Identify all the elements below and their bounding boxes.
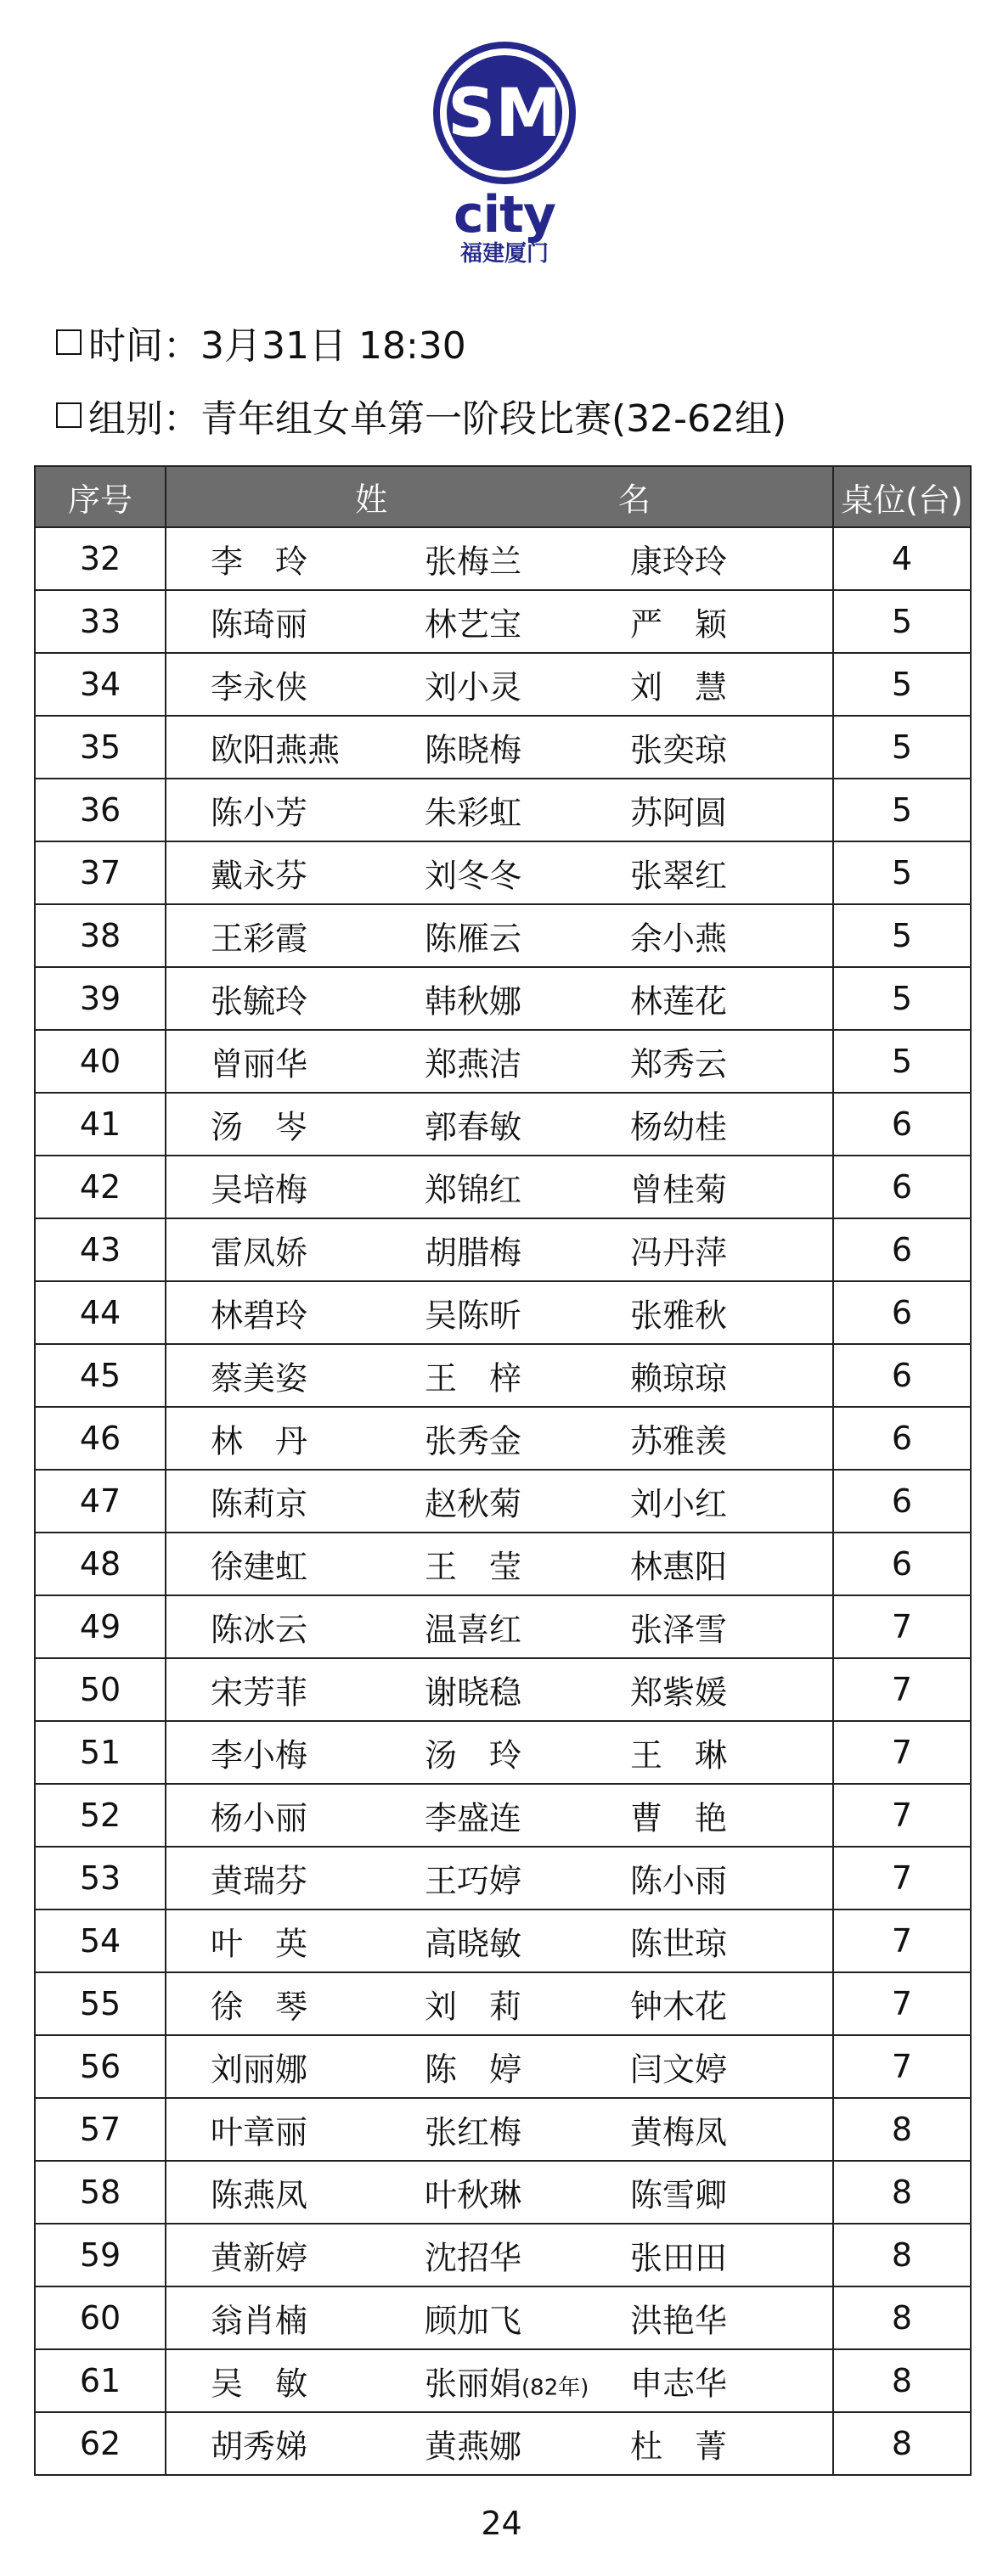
player-name xyxy=(425,1604,521,1651)
row-index: 61 xyxy=(35,2349,166,2412)
table-row xyxy=(35,2286,971,2349)
player-name-text: 谢晓稳 xyxy=(425,1673,522,1712)
player-name: 刘小红 xyxy=(630,1485,728,1523)
player-name xyxy=(425,599,521,645)
player-name-text: 张丽娟 xyxy=(425,2365,522,2403)
row-index: 45 xyxy=(35,1344,166,1407)
table-row xyxy=(35,967,971,1030)
table-row xyxy=(35,2224,971,2286)
player-name: 张奕琼 xyxy=(630,731,728,769)
row-index: 34 xyxy=(35,653,166,716)
player-name: 钟木花 xyxy=(630,1988,728,2026)
row-names xyxy=(166,2412,833,2475)
row-names xyxy=(166,1721,833,1784)
logo-city-word: city xyxy=(454,185,555,245)
player-name: 冯丹萍 xyxy=(630,1234,728,1272)
player-name: 李小梅 xyxy=(211,1736,308,1775)
player-name: 曾丽华 xyxy=(211,1045,308,1083)
group-value: 青年组女单第一阶段比赛(32-62组) xyxy=(200,397,787,441)
row-table-seat: 5 xyxy=(833,716,971,779)
player-name: 康玲玲 xyxy=(630,543,728,581)
player-name xyxy=(425,1981,521,2028)
table-row xyxy=(35,1218,971,1281)
table-row xyxy=(35,653,971,716)
row-index: 37 xyxy=(35,841,166,904)
player-name: 王 琳 xyxy=(630,1736,728,1775)
player-name-text: 顾加飞 xyxy=(425,2302,522,2340)
row-index: 35 xyxy=(35,716,166,779)
player-name: 黄新婷 xyxy=(211,2239,308,2277)
player-name-text: 陈雁云 xyxy=(425,920,522,958)
player-name: 张翠红 xyxy=(630,857,728,895)
row-index: 52 xyxy=(35,1784,166,1847)
player-name xyxy=(425,1855,521,1902)
checkbox-icon xyxy=(56,329,82,355)
roster-table xyxy=(34,465,972,2476)
player-name xyxy=(425,1918,521,1965)
row-index: 46 xyxy=(35,1407,166,1470)
table-row xyxy=(35,1407,971,1470)
row-table-seat: 5 xyxy=(833,904,971,967)
table-row xyxy=(35,2161,971,2224)
row-names xyxy=(166,1281,833,1344)
row-index: 57 xyxy=(35,2098,166,2161)
player-name xyxy=(425,1792,521,1839)
player-name: 黄梅凤 xyxy=(630,2113,728,2151)
table-row xyxy=(35,1533,971,1595)
player-name: 陈世琼 xyxy=(630,1925,728,1963)
player-name: 洪艳华 xyxy=(630,2302,728,2340)
player-name-text: 赵秋菊 xyxy=(425,1485,522,1523)
match-time xyxy=(56,323,466,370)
table-row xyxy=(35,2349,971,2412)
table-row xyxy=(35,841,971,904)
player-name: 李永侠 xyxy=(211,668,308,706)
row-index: 36 xyxy=(35,779,166,841)
player-name: 陈小芳 xyxy=(211,794,308,832)
player-name xyxy=(425,1667,521,1713)
player-name-text: 陈晓梅 xyxy=(425,731,522,769)
player-name: 宋芳菲 xyxy=(211,1673,308,1712)
player-name xyxy=(425,1290,521,1336)
row-table-seat: 6 xyxy=(833,1093,971,1156)
row-names xyxy=(166,653,833,716)
checkbox-icon xyxy=(56,402,82,428)
table-row xyxy=(35,590,971,653)
row-table-seat: 6 xyxy=(833,1407,971,1470)
row-table-seat: 5 xyxy=(833,1030,971,1093)
row-names xyxy=(166,1218,833,1281)
player-name: 徐 琴 xyxy=(211,1988,308,2026)
table-row xyxy=(35,1344,971,1407)
row-table-seat: 8 xyxy=(833,2098,971,2161)
player-name-text: 陈 婷 xyxy=(425,2050,522,2089)
row-names xyxy=(166,1533,833,1595)
row-table-seat: 8 xyxy=(833,2412,971,2475)
player-name-text: 郑燕洁 xyxy=(425,1045,522,1083)
header-name-given: 名 xyxy=(618,481,651,519)
player-name xyxy=(425,1164,521,1211)
player-name: 余小燕 xyxy=(630,920,728,958)
row-table-seat: 7 xyxy=(833,1847,971,1910)
player-name: 杨小丽 xyxy=(211,1799,308,1837)
player-name xyxy=(425,2358,589,2404)
player-name: 闫文婷 xyxy=(630,2050,728,2089)
player-name: 叶 英 xyxy=(211,1925,308,1963)
player-name xyxy=(425,1101,521,1148)
table-row xyxy=(35,1784,971,1847)
player-name: 王彩霞 xyxy=(211,920,308,958)
row-index: 39 xyxy=(35,967,166,1030)
row-table-seat: 8 xyxy=(833,2349,971,2412)
row-table-seat: 8 xyxy=(833,2224,971,2286)
player-name xyxy=(425,661,521,708)
row-index: 50 xyxy=(35,1658,166,1721)
player-name: 陈小雨 xyxy=(630,1862,728,1900)
player-name: 申志华 xyxy=(630,2365,728,2403)
row-index: 53 xyxy=(35,1847,166,1910)
player-name: 郑紫媛 xyxy=(630,1673,728,1712)
player-name: 张雅秋 xyxy=(630,1296,728,1335)
row-table-seat: 6 xyxy=(833,1156,971,1218)
player-name: 李 玲 xyxy=(211,543,308,581)
logo-location: 福建厦门 xyxy=(459,241,549,267)
sm-city-logo xyxy=(428,41,581,304)
player-name xyxy=(425,1541,521,1588)
player-name: 郑秀云 xyxy=(630,1045,728,1083)
row-index: 62 xyxy=(35,2412,166,2475)
table-row xyxy=(35,2035,971,2098)
row-table-seat: 7 xyxy=(833,1595,971,1658)
player-name xyxy=(425,1415,521,1462)
player-name: 雷凤娇 xyxy=(211,1234,308,1272)
table-row xyxy=(35,1281,971,1344)
player-name: 陈莉京 xyxy=(211,1485,308,1523)
player-name-text: 李盛连 xyxy=(425,1799,522,1837)
table-row xyxy=(35,1093,971,1156)
row-index: 59 xyxy=(35,2224,166,2286)
player-name: 叶章丽 xyxy=(211,2113,308,2151)
player-name-text: 沈招华 xyxy=(425,2239,522,2277)
row-table-seat: 5 xyxy=(833,653,971,716)
player-name: 张泽雪 xyxy=(630,1611,728,1649)
player-name: 苏阿圆 xyxy=(630,794,728,832)
player-name: 汤 岑 xyxy=(211,1108,308,1146)
row-names xyxy=(166,1156,833,1218)
row-table-seat: 5 xyxy=(833,841,971,904)
player-name-text: 林艺宝 xyxy=(425,605,522,644)
player-name: 曾桂菊 xyxy=(630,1171,728,1209)
player-name: 吴培梅 xyxy=(211,1171,308,1209)
player-name-text: 郑锦红 xyxy=(425,1171,522,1209)
row-names xyxy=(166,1030,833,1093)
player-name: 苏雅羡 xyxy=(630,1422,728,1460)
row-index: 43 xyxy=(35,1218,166,1281)
player-name: 林莲花 xyxy=(630,982,728,1021)
player-name-text: 高晓敏 xyxy=(425,1925,522,1963)
table-row xyxy=(35,1658,971,1721)
player-name: 曹 艳 xyxy=(630,1799,728,1837)
player-name-text: 王巧婷 xyxy=(425,1862,522,1900)
player-name: 陈雪卿 xyxy=(630,2176,728,2214)
row-table-seat: 7 xyxy=(833,1910,971,1972)
row-table-seat: 7 xyxy=(833,1721,971,1784)
row-names xyxy=(166,1595,833,1658)
page-number: 24 xyxy=(481,2505,522,2542)
table-row xyxy=(35,1470,971,1533)
player-name xyxy=(425,2169,521,2216)
player-name-text: 张秀金 xyxy=(425,1422,522,1460)
row-names xyxy=(166,1344,833,1407)
player-name-text: 张梅兰 xyxy=(425,543,522,581)
row-index: 41 xyxy=(35,1093,166,1156)
player-name: 张田田 xyxy=(630,2239,728,2277)
logo-monogram: SM xyxy=(448,76,561,152)
player-name xyxy=(425,2421,521,2467)
row-names xyxy=(166,1407,833,1470)
player-name: 徐建虹 xyxy=(211,1548,308,1586)
player-name: 陈冰云 xyxy=(211,1611,308,1649)
row-index: 51 xyxy=(35,1721,166,1784)
row-index: 49 xyxy=(35,1595,166,1658)
row-names xyxy=(166,1470,833,1533)
player-name: 吴 敏 xyxy=(211,2365,308,2403)
player-name: 杨幼桂 xyxy=(630,1108,728,1146)
roster-body xyxy=(35,527,971,2475)
row-table-seat: 5 xyxy=(833,590,971,653)
player-name: 翁肖楠 xyxy=(211,2302,308,2340)
match-group xyxy=(56,396,786,443)
player-note: (82年) xyxy=(521,2375,589,2401)
player-name-text: 朱彩虹 xyxy=(425,794,522,832)
table-row xyxy=(35,1972,971,2035)
player-name-text: 黄燕娜 xyxy=(425,2427,522,2466)
table-row xyxy=(35,1030,971,1093)
row-table-seat: 6 xyxy=(833,1218,971,1281)
row-index: 44 xyxy=(35,1281,166,1344)
row-table-seat: 8 xyxy=(833,2286,971,2349)
row-table-seat: 5 xyxy=(833,967,971,1030)
table-header-row xyxy=(35,466,971,527)
player-name: 戴永芬 xyxy=(211,857,308,895)
player-name-text: 胡腊梅 xyxy=(425,1234,522,1272)
row-index: 54 xyxy=(35,1910,166,1972)
time-value: 3月31日 18:30 xyxy=(200,324,466,368)
player-name xyxy=(425,1478,521,1525)
row-names xyxy=(166,841,833,904)
player-name xyxy=(425,787,521,834)
row-names xyxy=(166,2161,833,2224)
player-name xyxy=(425,1353,521,1399)
player-name-text: 汤 玲 xyxy=(425,1736,522,1775)
player-name: 黄瑞芬 xyxy=(211,1862,308,1900)
row-index: 48 xyxy=(35,1533,166,1595)
table-row xyxy=(35,2412,971,2475)
table-row xyxy=(35,1910,971,1972)
player-name xyxy=(425,976,521,1022)
row-index: 38 xyxy=(35,904,166,967)
table-row xyxy=(35,2098,971,2161)
row-index: 58 xyxy=(35,2161,166,2224)
player-name xyxy=(425,536,521,582)
player-name xyxy=(425,2044,521,2090)
row-names xyxy=(166,2035,833,2098)
row-table-seat: 6 xyxy=(833,1533,971,1595)
row-table-seat: 4 xyxy=(833,527,971,590)
player-name xyxy=(425,1730,521,1776)
player-name-text: 王 莹 xyxy=(425,1548,522,1586)
player-name-text: 温喜红 xyxy=(425,1611,522,1649)
player-name-text: 叶秋琳 xyxy=(425,2176,522,2214)
player-name: 林 丹 xyxy=(211,1422,308,1460)
row-table-seat: 6 xyxy=(833,1470,971,1533)
header-name xyxy=(166,466,833,527)
row-names xyxy=(166,2224,833,2286)
table-row xyxy=(35,527,971,590)
row-index: 32 xyxy=(35,527,166,590)
row-names xyxy=(166,716,833,779)
player-name xyxy=(425,2106,521,2153)
player-name xyxy=(425,913,521,959)
row-table-seat: 6 xyxy=(833,1281,971,1344)
player-name-text: 刘 莉 xyxy=(425,1988,522,2026)
row-names xyxy=(166,590,833,653)
player-name-text: 韩秋娜 xyxy=(425,982,522,1021)
row-names xyxy=(166,1910,833,1972)
row-names xyxy=(166,2349,833,2412)
player-name-text: 刘冬冬 xyxy=(425,857,522,895)
row-names xyxy=(166,967,833,1030)
row-table-seat: 7 xyxy=(833,1658,971,1721)
player-name xyxy=(425,850,521,897)
sm-logo-icon xyxy=(432,41,577,185)
player-name: 张毓玲 xyxy=(211,982,308,1021)
row-index: 55 xyxy=(35,1972,166,2035)
header-name-surname: 姓 xyxy=(355,481,388,519)
row-names xyxy=(166,2098,833,2161)
player-name: 杜 菁 xyxy=(630,2427,728,2466)
row-names xyxy=(166,1784,833,1847)
table-row xyxy=(35,1595,971,1658)
table-row xyxy=(35,779,971,841)
row-names xyxy=(166,527,833,590)
table-row xyxy=(35,1156,971,1218)
row-table-seat: 7 xyxy=(833,1972,971,2035)
row-names xyxy=(166,2286,833,2349)
table-row xyxy=(35,1721,971,1784)
row-index: 40 xyxy=(35,1030,166,1093)
row-names xyxy=(166,1093,833,1156)
player-name: 刘 慧 xyxy=(630,668,728,706)
row-index: 42 xyxy=(35,1156,166,1218)
player-name: 蔡美姿 xyxy=(211,1359,308,1398)
player-name xyxy=(425,724,521,771)
row-names xyxy=(166,904,833,967)
player-name xyxy=(425,2232,521,2279)
row-index: 60 xyxy=(35,2286,166,2349)
row-index: 47 xyxy=(35,1470,166,1533)
row-table-seat: 8 xyxy=(833,2161,971,2224)
player-name: 严 颖 xyxy=(630,605,728,644)
player-name: 陈燕凤 xyxy=(211,2176,308,2214)
row-names xyxy=(166,1658,833,1721)
player-name: 林惠阳 xyxy=(630,1548,728,1586)
player-name: 陈琦丽 xyxy=(211,605,308,644)
player-name-text: 郭春敏 xyxy=(425,1108,522,1146)
player-name: 赖琼琼 xyxy=(630,1359,728,1398)
player-name: 刘丽娜 xyxy=(211,2050,308,2089)
time-label: 时间： xyxy=(88,324,200,368)
player-name: 欧阳燕燕 xyxy=(211,731,341,769)
row-table-seat: 6 xyxy=(833,1344,971,1407)
header-table-seat: 桌位(台) xyxy=(833,466,971,527)
row-index: 56 xyxy=(35,2035,166,2098)
row-table-seat: 7 xyxy=(833,1784,971,1847)
player-name xyxy=(425,2295,521,2342)
table-row xyxy=(35,1847,971,1910)
player-name: 胡秀娣 xyxy=(211,2427,308,2466)
header-index: 序号 xyxy=(35,466,166,527)
row-names xyxy=(166,1972,833,2035)
row-names xyxy=(166,779,833,841)
row-index: 33 xyxy=(35,590,166,653)
player-name xyxy=(425,1038,521,1085)
row-names xyxy=(166,1847,833,1910)
player-name-text: 吴陈昕 xyxy=(425,1296,522,1335)
player-name-text: 张红梅 xyxy=(425,2113,522,2151)
player-name: 林碧玲 xyxy=(211,1296,308,1335)
row-table-seat: 7 xyxy=(833,2035,971,2098)
table-row xyxy=(35,904,971,967)
player-name xyxy=(425,1227,521,1274)
group-label: 组别： xyxy=(88,397,200,441)
player-name-text: 王 梓 xyxy=(425,1359,522,1398)
player-name-text: 刘小灵 xyxy=(425,668,522,706)
row-table-seat: 5 xyxy=(833,779,971,841)
table-row xyxy=(35,716,971,779)
